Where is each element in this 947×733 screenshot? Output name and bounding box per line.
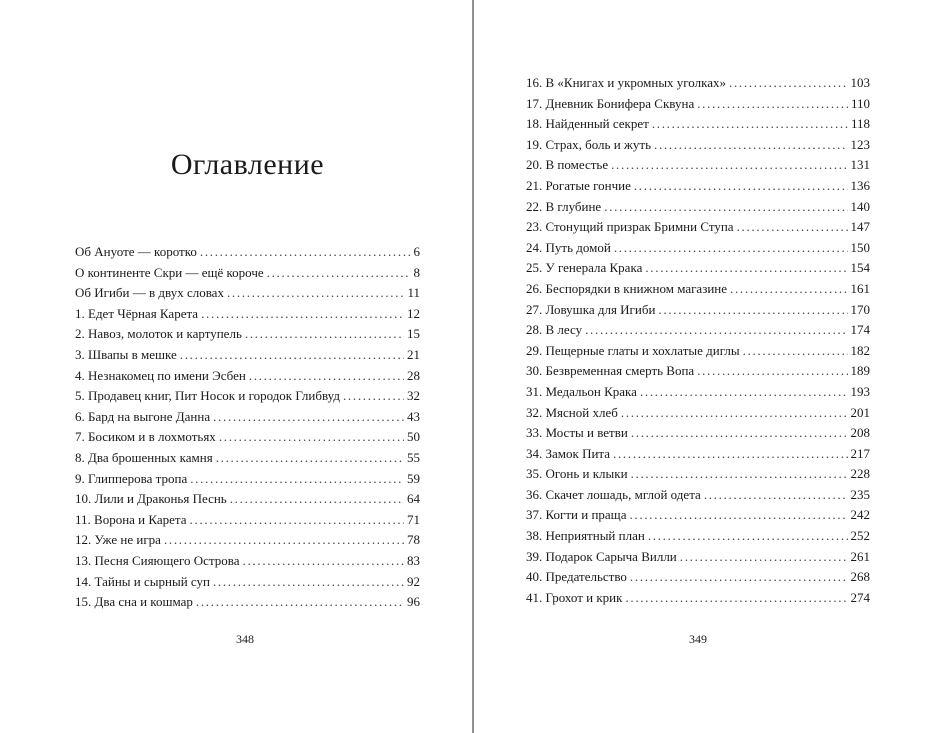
- chapter-title: 37. Когти и праща: [526, 507, 627, 523]
- toc-entry: [526, 403, 870, 424]
- toc-entry: [526, 444, 870, 465]
- right-page: [474, 0, 947, 733]
- toc-entry: [75, 510, 420, 531]
- chapter-page-number: 28: [407, 367, 420, 383]
- chapter-title: 38. Неприятный план: [526, 528, 645, 544]
- dot-leader: [180, 345, 404, 366]
- toc-entry: [75, 427, 420, 448]
- dot-leader: [219, 427, 404, 448]
- chapter-page-number: 78: [407, 532, 420, 548]
- dot-leader: [613, 444, 847, 465]
- chapter-title: 16. В «Книгах и укромных уголках»: [526, 75, 727, 90]
- toc-entry: [526, 588, 870, 609]
- dot-leader: [654, 135, 847, 156]
- chapter-title: О континенте Скри — ещё короче: [75, 264, 264, 280]
- dot-leader: [629, 505, 847, 526]
- dot-leader: [201, 304, 404, 325]
- chapter-title: 24. Путь домой: [526, 239, 611, 255]
- chapter-title: 22. В глубине: [526, 198, 602, 214]
- chapter-title: 19. Страх, боль и жуть: [526, 136, 652, 152]
- chapter-page-number: 147: [850, 219, 870, 235]
- chapter-title: 2. Навоз, молоток и картупель: [75, 326, 242, 342]
- chapter-page-number: 170: [850, 301, 870, 317]
- chapter-page-number: 43: [407, 408, 420, 424]
- chapter-page-number: 64: [407, 491, 420, 507]
- toc-entry: [75, 551, 420, 572]
- chapter-page-number: 6: [413, 244, 420, 259]
- chapter-title: 35. Огонь и клыки: [526, 466, 628, 482]
- chapter-title: 39. Подарок Сарыча Вилли: [526, 548, 677, 564]
- dot-leader: [230, 489, 404, 510]
- chapter-title: Об Ануоте — коротко: [75, 244, 197, 259]
- chapter-title: 27. Ловушка для Игиби: [526, 301, 656, 317]
- toc-entry: [75, 304, 420, 325]
- chapter-title: 13. Песня Сияющего Острова: [75, 552, 240, 568]
- chapter-title: 28. В лесу: [526, 322, 583, 338]
- dot-leader: [730, 279, 847, 300]
- chapter-page-number: 11: [407, 285, 420, 301]
- dot-leader: [243, 551, 404, 572]
- chapter-title: 25. У генерала Крака: [526, 260, 643, 276]
- chapter-page-number: 252: [850, 528, 870, 544]
- dot-leader: [658, 300, 847, 321]
- toc-entry: [526, 361, 870, 382]
- chapter-title: 15. Два сна и кошмар: [75, 594, 193, 610]
- toc-entry: [526, 94, 870, 115]
- chapter-title: 36. Скачет лошадь, мглой одета: [526, 486, 701, 502]
- chapter-page-number: 50: [407, 429, 420, 445]
- chapter-page-number: 96: [407, 594, 420, 610]
- chapter-page-number: 131: [850, 157, 870, 173]
- chapter-page-number: 55: [407, 449, 420, 465]
- toc-entry: [75, 386, 420, 407]
- dot-leader: [631, 423, 848, 444]
- chapter-title: 29. Пещерные глаты и хохлатые диглы: [526, 342, 740, 358]
- toc-entry: [526, 320, 870, 341]
- chapter-title: 4. Незнакомец по имени Эсбен: [75, 367, 246, 383]
- toc-entry: [526, 547, 870, 568]
- chapter-title: 20. В поместье: [526, 157, 609, 173]
- chapter-title: 3. Швапы в мешке: [75, 346, 177, 362]
- dot-leader: [190, 469, 404, 490]
- chapter-title: 8. Два брошенных камня: [75, 449, 213, 465]
- toc-entry: [526, 176, 870, 197]
- dot-leader: [640, 382, 848, 403]
- toc-list-right: [526, 73, 870, 608]
- chapter-title: 14. Тайны и сырный суп: [75, 573, 210, 589]
- dot-leader: [196, 592, 404, 613]
- toc-entry: [75, 366, 420, 387]
- toc-entry: [526, 279, 870, 300]
- chapter-page-number: 140: [850, 198, 870, 214]
- dot-leader: [343, 386, 404, 407]
- chapter-page-number: 274: [850, 589, 870, 605]
- chapter-page-number: 123: [850, 136, 870, 152]
- dot-leader: [249, 366, 404, 387]
- chapter-title: 1. Едет Чёрная Карета: [75, 305, 199, 321]
- chapter-title: 11. Ворона и Карета: [75, 511, 187, 527]
- dot-leader: [697, 361, 847, 382]
- chapter-page-number: 261: [850, 548, 870, 564]
- dot-leader: [200, 242, 411, 263]
- chapter-page-number: 193: [850, 383, 870, 399]
- chapter-page-number: 154: [850, 260, 870, 276]
- toc-entry: [75, 572, 420, 593]
- dot-leader: [737, 217, 848, 238]
- chapter-title: 5. Продавец книг, Пит Носок и городок Глибвуд: [75, 388, 340, 404]
- dot-leader: [216, 448, 404, 469]
- chapter-title: 9. Глипперова тропа: [75, 470, 188, 486]
- chapter-page-number: 8: [413, 264, 420, 280]
- toc-entry: [526, 505, 870, 526]
- toc-entry: [526, 114, 870, 135]
- toc-entry: [75, 469, 420, 490]
- dot-leader: [645, 258, 847, 279]
- chapter-page-number: 12: [407, 305, 420, 321]
- toc-entry: [526, 73, 870, 94]
- dot-leader: [227, 283, 405, 304]
- chapter-page-number: 32: [407, 388, 420, 404]
- dot-leader: [743, 341, 848, 362]
- chapter-title: 18. Найденный секрет: [526, 116, 649, 132]
- toc-entry: [75, 345, 420, 366]
- toc-entry: [526, 238, 870, 259]
- chapter-title: 26. Беспорядки в книжном магазине: [526, 280, 728, 296]
- dot-leader: [729, 73, 847, 94]
- chapter-page-number: 59: [407, 470, 420, 486]
- chapter-page-number: 150: [850, 239, 870, 255]
- chapter-page-number: 201: [850, 404, 870, 420]
- toc-entry: [75, 324, 420, 345]
- dot-leader: [630, 567, 848, 588]
- dot-leader: [631, 464, 848, 485]
- chapter-page-number: 110: [850, 95, 870, 111]
- dot-leader: [634, 176, 848, 197]
- chapter-page-number: 242: [850, 507, 870, 523]
- chapter-title: 31. Медальон Крака: [526, 383, 637, 399]
- dot-leader: [621, 403, 848, 424]
- chapter-page-number: 71: [407, 511, 420, 527]
- dot-leader: [614, 238, 848, 259]
- chapter-page-number: 161: [850, 280, 870, 296]
- toc-entry: [526, 197, 870, 218]
- chapter-page-number: 103: [850, 75, 870, 90]
- toc-entry: [526, 485, 870, 506]
- chapter-title: 23. Стонущий призрак Бримни Ступа: [526, 219, 734, 235]
- chapter-title: 6. Бард на выгоне Данна: [75, 408, 211, 424]
- chapter-page-number: 136: [850, 177, 870, 193]
- toc-entry: [526, 258, 870, 279]
- chapter-page-number: 235: [850, 486, 870, 502]
- toc-entry: [75, 530, 420, 551]
- chapter-page-number: 92: [407, 573, 420, 589]
- toc-entry: [526, 135, 870, 156]
- chapter-page-number: 228: [850, 466, 870, 482]
- dot-leader: [164, 530, 404, 551]
- chapter-page-number: 217: [850, 445, 870, 461]
- dot-leader: [704, 485, 848, 506]
- toc-entry: [526, 423, 870, 444]
- toc-entry: [75, 242, 420, 263]
- toc-list-left: [75, 242, 420, 613]
- chapter-title: 12. Уже не игра: [75, 532, 161, 548]
- toc-entry: [75, 407, 420, 428]
- dot-leader: [604, 197, 847, 218]
- chapter-title: 34. Замок Пита: [526, 445, 611, 461]
- toc-entry: [526, 567, 870, 588]
- chapter-title: 17. Дневник Бонифера Сквуна: [526, 95, 695, 111]
- left-page: [0, 0, 472, 733]
- chapter-page-number: 189: [850, 363, 870, 379]
- chapter-page-number: 182: [850, 342, 870, 358]
- toc-entry: [526, 155, 870, 176]
- dot-leader: [213, 572, 404, 593]
- chapter-title: 30. Безвременная смерть Вопа: [526, 363, 695, 379]
- dot-leader: [267, 263, 411, 284]
- dot-leader: [245, 324, 404, 345]
- dot-leader: [680, 547, 848, 568]
- chapter-title: 7. Босиком и в лохмотьях: [75, 429, 216, 445]
- chapter-title: Об Игиби — в двух словах: [75, 285, 224, 301]
- chapter-page-number: 268: [850, 569, 870, 585]
- page-title: Оглавление: [170, 148, 325, 181]
- dot-leader: [697, 94, 848, 115]
- chapter-page-number: 83: [407, 552, 420, 568]
- dot-leader: [611, 155, 847, 176]
- toc-entry: [75, 448, 420, 469]
- chapter-title: 10. Лили и Драконья Песнь: [75, 491, 227, 507]
- toc-entry: [526, 341, 870, 362]
- toc-entry: [75, 592, 420, 613]
- chapter-page-number: 21: [407, 346, 420, 362]
- page-number-left: 348: [236, 632, 254, 646]
- chapter-title: 40. Предательство: [526, 569, 627, 585]
- chapter-page-number: 118: [850, 116, 870, 132]
- page-number-right: 349: [689, 632, 707, 646]
- dot-leader: [190, 510, 404, 531]
- toc-entry: [526, 300, 870, 321]
- chapter-page-number: 174: [850, 322, 870, 338]
- dot-leader: [625, 588, 847, 609]
- toc-entry: [526, 464, 870, 485]
- toc-entry: [526, 382, 870, 403]
- chapter-page-number: 15: [407, 326, 420, 342]
- chapter-title: 32. Мясной хлеб: [526, 404, 618, 420]
- chapter-title: 33. Мосты и ветви: [526, 425, 628, 441]
- toc-entry: [75, 283, 420, 304]
- chapter-page-number: 208: [850, 425, 870, 441]
- dot-leader: [648, 526, 848, 547]
- dot-leader: [585, 320, 847, 341]
- toc-entry: [75, 263, 420, 284]
- chapter-title: 21. Рогатые гончие: [526, 177, 631, 193]
- toc-entry: [75, 489, 420, 510]
- toc-entry: [526, 526, 870, 547]
- chapter-title: 41. Грохот и крик: [526, 589, 623, 605]
- dot-leader: [652, 114, 848, 135]
- dot-leader: [213, 407, 404, 428]
- toc-entry: [526, 217, 870, 238]
